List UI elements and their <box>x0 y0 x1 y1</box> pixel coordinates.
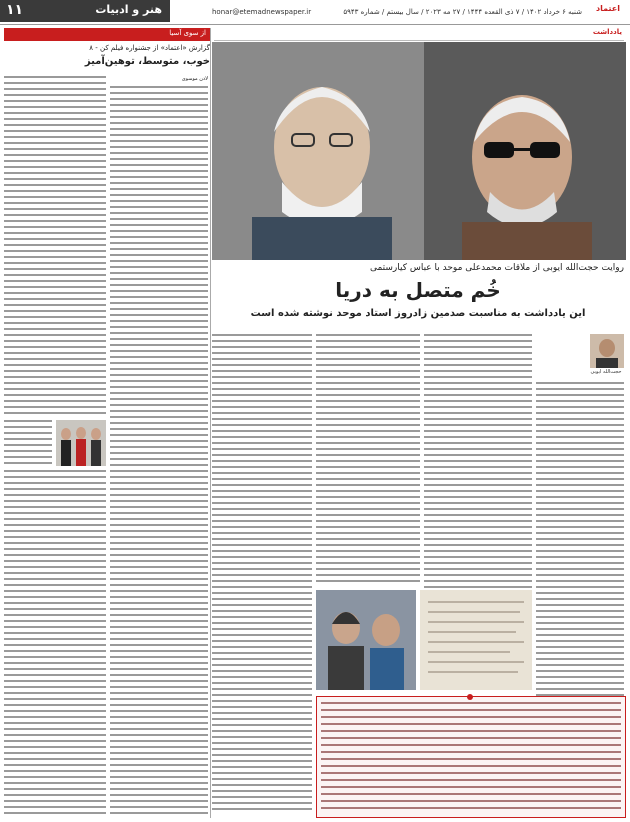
memo-column-text <box>536 334 586 384</box>
left-text-lines-c <box>4 420 52 466</box>
caption-text-lines <box>321 702 621 814</box>
page-number: ۱۱ <box>6 2 24 18</box>
column-divider <box>210 28 211 818</box>
left-byline: لادن موسوی <box>181 76 208 82</box>
section-title: هنر و ادبیات <box>95 3 162 16</box>
left-section-label: از سوی آسیا <box>169 29 206 37</box>
left-text-lines-a <box>110 86 208 818</box>
memo-kicker: روایت حجت‌الله ایوبی از ملاقات محمدعلی موحد با عباس کیارستمی <box>369 263 624 273</box>
left-title: خوب، متوسط، توهین‌آمیز <box>84 56 210 67</box>
left-section-bar <box>4 28 210 41</box>
left-text-lines-b <box>4 76 106 416</box>
memo-headline: خُم متصل به دریا <box>335 278 501 302</box>
memo-column-4 <box>212 334 312 816</box>
left-column-c <box>4 420 52 466</box>
left-column-a <box>110 86 208 818</box>
main-photo <box>212 42 626 260</box>
two-men-illustration <box>316 590 416 690</box>
header-date: شنبه ۶ خرداد ۱۴۰۲ / ۷ ذی القعده ۱۴۴۴ / ۲۷ مه ۲۰۲۳ / سال بیستم / شماره ۵۹۴۳ <box>343 8 582 16</box>
header-divider <box>0 24 630 25</box>
photo-caption-box <box>316 696 626 818</box>
text-lines-4 <box>212 334 312 816</box>
newspaper-logo: اعتماد <box>596 4 620 13</box>
header-email[interactable]: honar@etemadnewspaper.ir <box>212 8 312 16</box>
memo-column-3 <box>316 334 420 588</box>
memo-column-1 <box>536 382 624 682</box>
cannes-group-photo <box>56 420 106 466</box>
cannes-group-illustration <box>56 420 106 466</box>
author-avatar <box>590 334 624 368</box>
caption-marker <box>467 694 473 700</box>
memo-section-bar <box>214 28 624 41</box>
left-text-lines-d <box>4 470 106 818</box>
left-subtitle: گزارش «اعتماد» از جشنواره فیلم کن - ۸ <box>89 44 210 52</box>
left-column-d <box>4 470 106 818</box>
two-men-photo <box>316 590 416 690</box>
text-lines-3 <box>316 334 420 588</box>
memo-deck: این یادداشت به مناسبت صدمین زادروز استاد موحد نوشته شده است <box>250 308 586 319</box>
main-photo-illustration <box>212 42 626 260</box>
manuscript-illustration <box>420 590 532 690</box>
author-avatar-illustration <box>590 334 624 368</box>
author-name: حجت‌الله ایوبی <box>590 369 622 375</box>
manuscript-photo <box>420 590 532 690</box>
page-header-bar <box>0 0 170 22</box>
memo-section-label: یادداشت <box>592 28 622 36</box>
text-lines-1 <box>536 382 624 682</box>
left-column-b <box>4 76 106 416</box>
header-meta <box>172 8 602 20</box>
